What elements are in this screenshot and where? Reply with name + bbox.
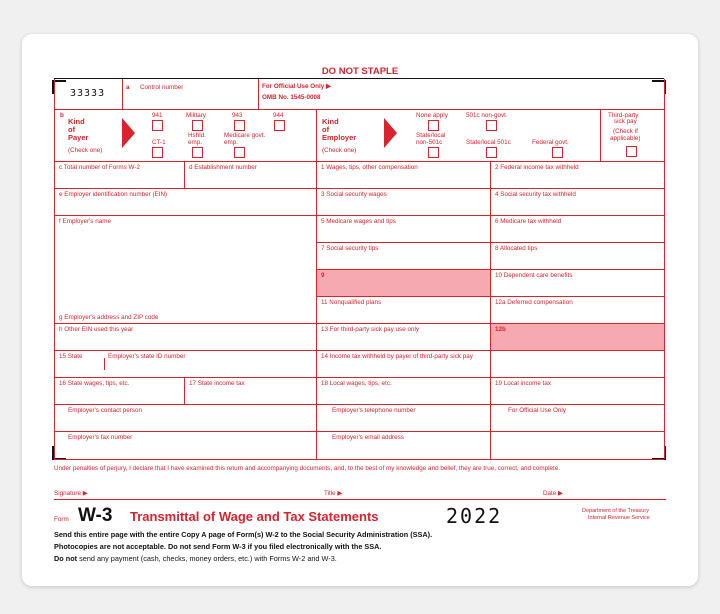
box-2-label: 2 Federal income tax withheld bbox=[495, 164, 579, 171]
box-9-label: 9 bbox=[321, 272, 325, 279]
instruction-line-1: Send this entire page with the entire Copy A page of Form(s) W-2 to the Social Security Administration (SSA). bbox=[54, 530, 433, 539]
dept-treasury: Department of the Treasury bbox=[582, 508, 649, 514]
employer-none-apply-checkbox[interactable] bbox=[428, 120, 439, 131]
contact-person-label: Employer's contact person bbox=[68, 407, 143, 414]
employer-statelocal-non501c-checkbox[interactable] bbox=[428, 147, 439, 158]
box-16-label: 16 State wages, tips, etc. bbox=[59, 380, 130, 387]
perjury-statement: Under penalties of perjury, I declare that I have examined this return and accompanying documents, and, to the best of my knowledge and belief, they are true, correct, and complete. bbox=[54, 465, 561, 472]
official-use-label: For Official Use Only ▶ bbox=[262, 83, 331, 90]
third-party-sick-pay-checkbox[interactable] bbox=[626, 146, 637, 157]
instruction-line-3: Do not send any payment (cash, checks, money orders, etc.) with Forms W-2 and W-3. bbox=[54, 554, 337, 563]
omb-number: OMB No. 1545-0008 bbox=[262, 94, 321, 101]
field-f-label: f Employer's name bbox=[59, 218, 111, 225]
form-card bbox=[22, 34, 698, 586]
instruction-line-2: Photocopies are not acceptable. Do not send Form W-3 if you filed electronically with the SSA. bbox=[54, 542, 382, 551]
payer-943-checkbox[interactable] bbox=[234, 120, 245, 131]
field-g-label: g Employer's address and ZIP code bbox=[59, 314, 159, 321]
state-id-label: Employer's state ID number bbox=[108, 353, 186, 360]
control-code: 33333 bbox=[70, 88, 106, 99]
do-not-staple: DO NOT STAPLE bbox=[321, 66, 399, 77]
payer-941-checkbox[interactable] bbox=[152, 120, 163, 131]
box-19-label: 19 Local income tax bbox=[495, 380, 552, 387]
employer-arrow-icon bbox=[384, 118, 397, 148]
box-9-shaded bbox=[317, 270, 490, 296]
form-year: 2022 bbox=[446, 504, 503, 528]
box-15-label: 15 State bbox=[59, 353, 83, 360]
employer-statelocal-501c-checkbox[interactable] bbox=[486, 147, 497, 158]
box-17-label: 17 State income tax bbox=[189, 380, 245, 387]
signature-label: Signature ▶ bbox=[54, 490, 88, 497]
box-8-label: 8 Allocated tips bbox=[495, 245, 538, 252]
box-1-label: 1 Wages, tips, other compensation bbox=[321, 164, 418, 171]
form-title: Transmittal of Wage and Tax Statements bbox=[130, 509, 379, 524]
employer-501c-nongovt-checkbox[interactable] bbox=[486, 120, 497, 131]
box-6-label: 6 Medicare tax withheld bbox=[495, 218, 562, 225]
box-12b-shaded bbox=[491, 324, 664, 350]
date-label: Date ▶ bbox=[543, 490, 563, 497]
box-4-label: 4 Social security tax withheld bbox=[495, 191, 576, 198]
box-7-label: 7 Social security tips bbox=[321, 245, 379, 252]
telephone-label: Employer's telephone number bbox=[332, 407, 416, 414]
form-number: W-3 bbox=[78, 505, 113, 526]
payer-military-checkbox[interactable] bbox=[192, 120, 203, 131]
box-18-label: 18 Local wages, tips, etc. bbox=[321, 380, 392, 387]
box-12a-label: 12a Deferred compensation bbox=[495, 299, 573, 306]
field-c-label: c Total number of Forms W-2 bbox=[59, 164, 140, 171]
box-13-label: 13 For third-party sick pay use only bbox=[321, 326, 419, 333]
email-label: Employer's email address bbox=[332, 434, 404, 441]
field-d-label: d Establishment number bbox=[189, 164, 257, 171]
box-5-label: 5 Medicare wages and tips bbox=[321, 218, 396, 225]
official-use-only-label: For Official Use Only bbox=[508, 407, 566, 414]
box-10-label: 10 Dependent care benefits bbox=[495, 272, 573, 279]
payer-hshld-checkbox[interactable] bbox=[192, 147, 203, 158]
box-14-label: 14 Income tax withheld by payer of third-party sick pay bbox=[321, 353, 473, 360]
payer-944-checkbox[interactable] bbox=[274, 120, 285, 131]
box-12b-label: 12b bbox=[495, 326, 506, 333]
employer-federal-govt-checkbox[interactable] bbox=[552, 147, 563, 158]
box-3-label: 3 Social security wages bbox=[321, 191, 387, 198]
irs-label: Internal Revenue Service bbox=[588, 515, 650, 521]
payer-ct1-checkbox[interactable] bbox=[152, 147, 163, 158]
payer-arrow-icon bbox=[122, 118, 135, 148]
field-e-label: e Employer identification number (EIN) bbox=[59, 191, 168, 198]
control-number-label: Control number bbox=[140, 84, 184, 91]
payer-medicare-checkbox[interactable] bbox=[234, 147, 245, 158]
form-word: Form bbox=[54, 516, 69, 523]
title-label: Title ▶ bbox=[324, 490, 343, 497]
box-11-label: 11 Nonqualified plans bbox=[321, 299, 382, 306]
field-h-label: h Other EIN used this year bbox=[59, 326, 134, 333]
fax-label: Employer's fax number bbox=[68, 434, 133, 441]
